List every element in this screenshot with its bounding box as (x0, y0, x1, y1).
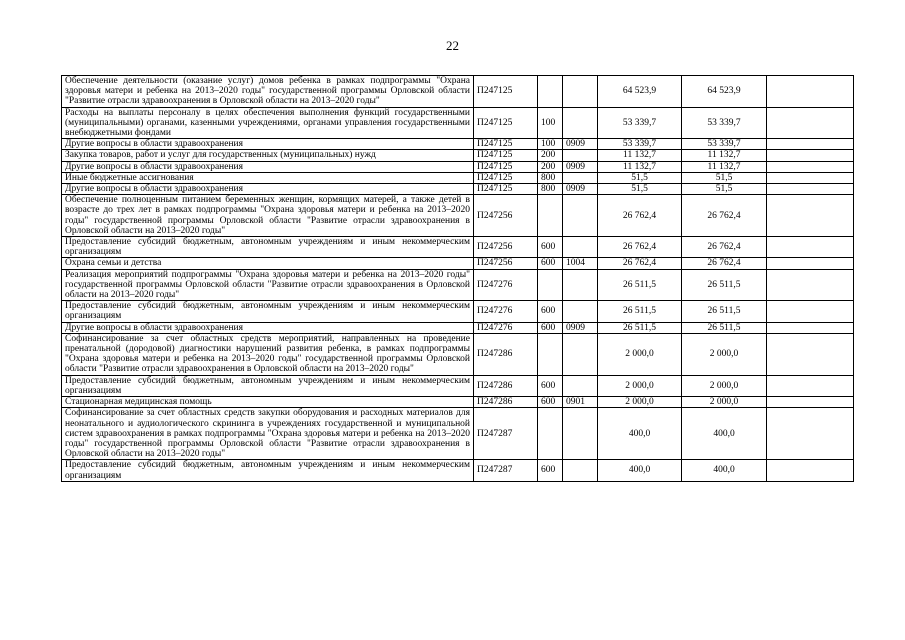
extra-cell (767, 375, 854, 396)
extra-cell (767, 172, 854, 183)
amount-2: 400,0 (682, 408, 767, 460)
section-code (563, 333, 598, 375)
extra-cell (767, 460, 854, 481)
amount-2: 11 132,7 (682, 150, 767, 161)
target-code: П247125 (474, 184, 538, 195)
row-name: Предоставление субсидий бюджетным, автономным учреждениям и иным некоммерческим организациям (62, 460, 474, 481)
amount-1: 26 762,4 (598, 195, 682, 237)
section-code (563, 172, 598, 183)
amount-2: 2 000,0 (682, 375, 767, 396)
expense-type: 100 (538, 107, 563, 139)
target-code: П247125 (474, 172, 538, 183)
section-code: 0909 (563, 184, 598, 195)
row-name: Реализация мероприятий подпрограммы "Охрана здоровья матери и ребенка на 2013–2020 годы" государственной программы Орловской области "Развитие отрасли здравоохранения в Орловской области на 2013–2020 годы" (62, 269, 474, 301)
amount-1: 53 339,7 (598, 107, 682, 139)
expense-type: 800 (538, 172, 563, 183)
section-code (563, 76, 598, 108)
extra-cell (767, 269, 854, 301)
row-name: Обеспечение полноценным питанием беременных женщин, кормящих матерей, а также детей в возрасте до трех лет в рамках подпрограммы "Охрана здоровья матери и ребенка на 2013–2020 годы" государственной программы Орловской области "Развитие отрасли здравоохранения в Орловской области на 2013–2020 годы" (62, 195, 474, 237)
table-row (62, 76, 854, 108)
table-row (62, 107, 854, 139)
row-name: Другие вопросы в области здравоохранения (62, 184, 474, 195)
target-code: П247125 (474, 139, 538, 150)
expense-type: 600 (538, 301, 563, 322)
amount-2: 400,0 (682, 460, 767, 481)
row-name: Расходы на выплаты персоналу в целях обеспечения выполнения функций государственными (муниципальными) органами, казенными учреждениями, органами управления государственными внебюджетными фондами (62, 107, 474, 139)
section-code (563, 107, 598, 139)
target-code: П247287 (474, 460, 538, 481)
expense-type: 600 (538, 258, 563, 269)
extra-cell (767, 139, 854, 150)
row-name: Закупка товаров, работ и услуг для государственных (муниципальных) нужд (62, 150, 474, 161)
section-code (563, 195, 598, 237)
amount-1: 26 511,5 (598, 269, 682, 301)
expense-type: 600 (538, 397, 563, 408)
amount-1: 2 000,0 (598, 375, 682, 396)
row-name: Предоставление субсидий бюджетным, автономным учреждениям и иным некоммерческим организациям (62, 375, 474, 396)
target-code: П247287 (474, 408, 538, 460)
target-code: П247256 (474, 195, 538, 237)
amount-2: 64 523,9 (682, 76, 767, 108)
amount-2: 53 339,7 (682, 139, 767, 150)
expense-type: 100 (538, 139, 563, 150)
table-row (62, 184, 854, 195)
amount-1: 26 762,4 (598, 237, 682, 258)
extra-cell (767, 322, 854, 333)
table-row (62, 258, 854, 269)
target-code: П247125 (474, 107, 538, 139)
budget-table (61, 75, 854, 482)
expense-type (538, 269, 563, 301)
table-row (62, 460, 854, 481)
amount-2: 51,5 (682, 172, 767, 183)
row-name: Стационарная медицинская помощь (62, 397, 474, 408)
target-code: П247286 (474, 333, 538, 375)
expense-type: 600 (538, 460, 563, 481)
amount-1: 400,0 (598, 408, 682, 460)
section-code (563, 460, 598, 481)
extra-cell (767, 237, 854, 258)
amount-1: 2 000,0 (598, 397, 682, 408)
extra-cell (767, 408, 854, 460)
target-code: П247256 (474, 258, 538, 269)
table-row (62, 172, 854, 183)
amount-2: 2 000,0 (682, 397, 767, 408)
target-code: П247125 (474, 161, 538, 172)
expense-type: 600 (538, 322, 563, 333)
section-code: 0901 (563, 397, 598, 408)
table-row (62, 322, 854, 333)
expense-type: 600 (538, 375, 563, 396)
table-row (62, 139, 854, 150)
amount-1: 11 132,7 (598, 150, 682, 161)
table-row (62, 269, 854, 301)
amount-2: 26 511,5 (682, 301, 767, 322)
amount-2: 11 132,7 (682, 161, 767, 172)
extra-cell (767, 195, 854, 237)
expense-type: 600 (538, 237, 563, 258)
table-row (62, 237, 854, 258)
amount-2: 26 762,4 (682, 258, 767, 269)
table-row (62, 375, 854, 396)
target-code: П247286 (474, 375, 538, 396)
extra-cell (767, 76, 854, 108)
extra-cell (767, 150, 854, 161)
amount-1: 51,5 (598, 172, 682, 183)
amount-2: 26 511,5 (682, 322, 767, 333)
extra-cell (767, 301, 854, 322)
table-row (62, 397, 854, 408)
expense-type (538, 333, 563, 375)
target-code: П247286 (474, 397, 538, 408)
table-row (62, 150, 854, 161)
section-code: 0909 (563, 139, 598, 150)
amount-1: 400,0 (598, 460, 682, 481)
amount-1: 11 132,7 (598, 161, 682, 172)
amount-1: 51,5 (598, 184, 682, 195)
expense-type (538, 408, 563, 460)
table-row (62, 195, 854, 237)
amount-2: 26 511,5 (682, 269, 767, 301)
target-code: П247276 (474, 301, 538, 322)
row-name: Иные бюджетные ассигнования (62, 172, 474, 183)
extra-cell (767, 258, 854, 269)
page-number: 22 (446, 38, 459, 53)
section-code: 0909 (563, 161, 598, 172)
section-code (563, 301, 598, 322)
table-row (62, 408, 854, 460)
row-name: Другие вопросы в области здравоохранения (62, 161, 474, 172)
amount-1: 64 523,9 (598, 76, 682, 108)
row-name: Предоставление субсидий бюджетным, автономным учреждениям и иным некоммерческим организациям (62, 301, 474, 322)
amount-1: 26 511,5 (598, 322, 682, 333)
amount-1: 26 511,5 (598, 301, 682, 322)
extra-cell (767, 161, 854, 172)
target-code: П247276 (474, 322, 538, 333)
section-code (563, 375, 598, 396)
amount-1: 2 000,0 (598, 333, 682, 375)
section-code (563, 269, 598, 301)
section-code (563, 408, 598, 460)
target-code: П247276 (474, 269, 538, 301)
expense-type: 200 (538, 161, 563, 172)
amount-2: 26 762,4 (682, 237, 767, 258)
section-code: 0909 (563, 322, 598, 333)
amount-2: 26 762,4 (682, 195, 767, 237)
amount-2: 53 339,7 (682, 107, 767, 139)
section-code (563, 237, 598, 258)
row-name: Другие вопросы в области здравоохранения (62, 139, 474, 150)
amount-2: 51,5 (682, 184, 767, 195)
table-row (62, 161, 854, 172)
extra-cell (767, 333, 854, 375)
expense-type: 200 (538, 150, 563, 161)
expense-type (538, 195, 563, 237)
row-name: Софинансирование за счет областных средств мероприятий, направленных на проведение пренатальной (дородовой) диагностики нарушений развития ребенка, в рамках подпрограммы "Охрана здоровья матери и ребенка на 2013–2020 годы" государственной программы Орловской области "Развитие отрасли здравоохранения в Орловской области на 2013–2020 годы" (62, 333, 474, 375)
expense-type: 800 (538, 184, 563, 195)
target-code: П247256 (474, 237, 538, 258)
extra-cell (767, 397, 854, 408)
target-code: П247125 (474, 76, 538, 108)
target-code: П247125 (474, 150, 538, 161)
row-name: Обеспечение деятельности (оказание услуг) домов ребенка в рамках подпрограммы "Охрана здоровья матери и ребенка на 2013–2020 годы" государственной программы Орловской области "Развитие отрасли здравоохранения в Орловской области на 2013–2020 годы" (62, 76, 474, 108)
amount-2: 2 000,0 (682, 333, 767, 375)
amount-1: 26 762,4 (598, 258, 682, 269)
section-code: 1004 (563, 258, 598, 269)
row-name: Другие вопросы в области здравоохранения (62, 322, 474, 333)
extra-cell (767, 107, 854, 139)
amount-1: 53 339,7 (598, 139, 682, 150)
row-name: Предоставление субсидий бюджетным, автономным учреждениям и иным некоммерческим организациям (62, 237, 474, 258)
row-name: Софинансирование за счет областных средств закупки оборудования и расходных материалов для неонатального и аудиологического скрининга в учреждениях государственной и муниципальной систем здравоохранения в рамках подпрограммы "Охрана здоровья матери и ребенка на 2013–2020 годы" государственной программы Орловской области "Развитие отрасли здравоохранения в Орловской области на 2013–2020 годы" (62, 408, 474, 460)
expense-type (538, 76, 563, 108)
table-row (62, 333, 854, 375)
table-row (62, 301, 854, 322)
row-name: Охрана семьи и детства (62, 258, 474, 269)
extra-cell (767, 184, 854, 195)
section-code (563, 150, 598, 161)
